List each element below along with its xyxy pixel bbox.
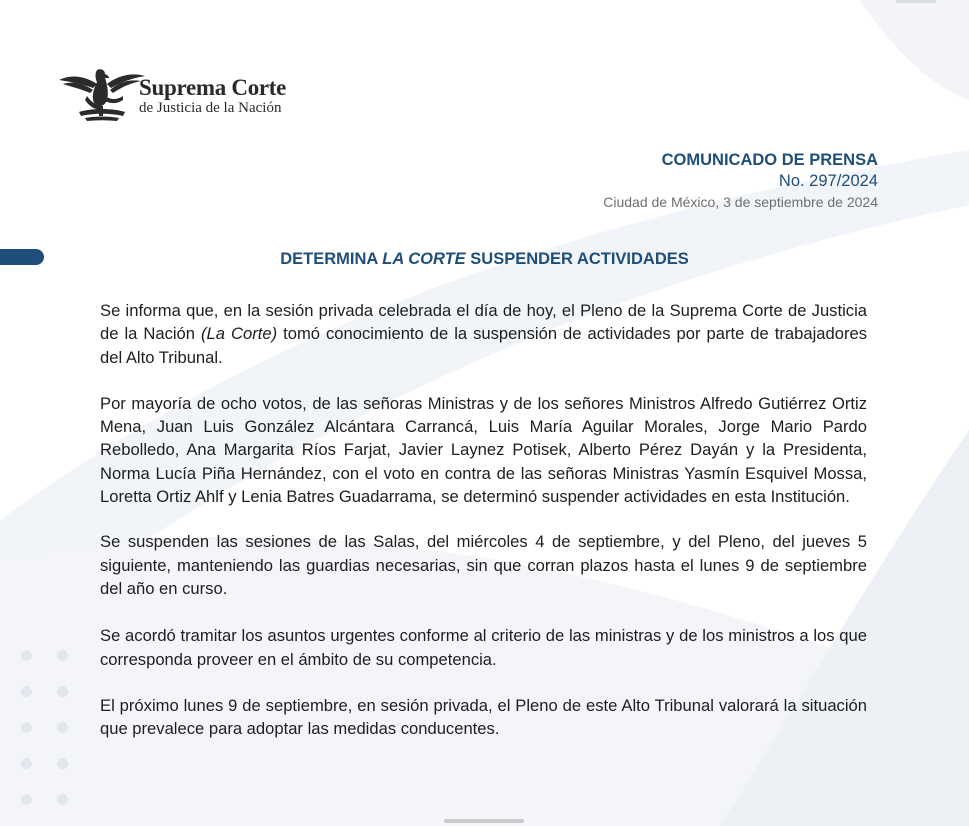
press-release-title: COMUNICADO DE PRENSA: [661, 151, 878, 169]
paragraph-1-italic: (La Corte): [201, 324, 278, 344]
press-release-header: [603, 150, 878, 212]
headline-italic: LA CORTE: [382, 250, 466, 268]
scjn-logo: [57, 66, 286, 124]
press-release-date: Ciudad de México, 3 de septiembre de 2024: [603, 194, 878, 210]
mexican-eagle-emblem-icon: [57, 66, 147, 124]
top-edge-mark: [896, 0, 936, 3]
logo-title: Suprema Corte: [139, 74, 287, 100]
press-release-number: No. 297/2024: [778, 172, 878, 190]
headline-before: DETERMINA: [280, 250, 383, 268]
paragraph-3: Se suspenden las sesiones de las Salas, del miércoles 4 de septiembre, y del Pleno, del jueves 5 siguiente, manteniendo las guardias necesarias, sin que corran plazos hasta el lunes 9 de septiembre del año en curso.: [100, 532, 867, 598]
press-body: [100, 299, 867, 740]
paragraph-1-b: tomó conocimiento de la suspensión de actividades por parte de trabajadores del Alto Tribunal.: [100, 324, 868, 367]
headline-after: SUSPENDER ACTIVIDADES: [465, 250, 689, 268]
paragraph-4: Se acordó tramitar los asuntos urgentes conforme al criterio de las ministras y de los ministros a los que corresponda proveer en el ámbito de su competencia.: [100, 626, 867, 669]
paragraph-2: Por mayoría de ocho votos, de las señoras Ministras y de los señores Ministros Alfredo Gutiérrez Ortiz Mena, Juan Luis González Alcántara Carrancá, Luis María Aguilar Morales, Jorge Mario Pardo Rebolledo, Ana Margarita Ríos Farjat, Javier Laynez Potisek, Alberto Pérez Dayán y la Presidenta, Norma Lucía Piña Hernández, con el voto en contra de las señoras Ministras Yasmín Esquivel Mossa, Loretta Ortiz Ahlf y Lenia Batres Guadarrama, se determinó suspender actividades en esta Institución.: [100, 393, 867, 507]
headline: [0, 250, 969, 269]
paragraph-5: El próximo lunes 9 de septiembre, en sesión privada, el Pleno de este Alto Tribunal valorará la situación que prevalece para adoptar las medidas conducentes.: [100, 695, 867, 739]
paragraph-1-a: Se informa que, en la sesión privada celebrada el día de hoy, el Pleno de la Suprema Corte de Justicia de la Nación: [100, 301, 867, 344]
paragraph-1: [100, 299, 867, 369]
logo-subtitle: de Justicia de la Nación: [139, 99, 282, 116]
bottom-scroll-indicator: [444, 819, 524, 823]
